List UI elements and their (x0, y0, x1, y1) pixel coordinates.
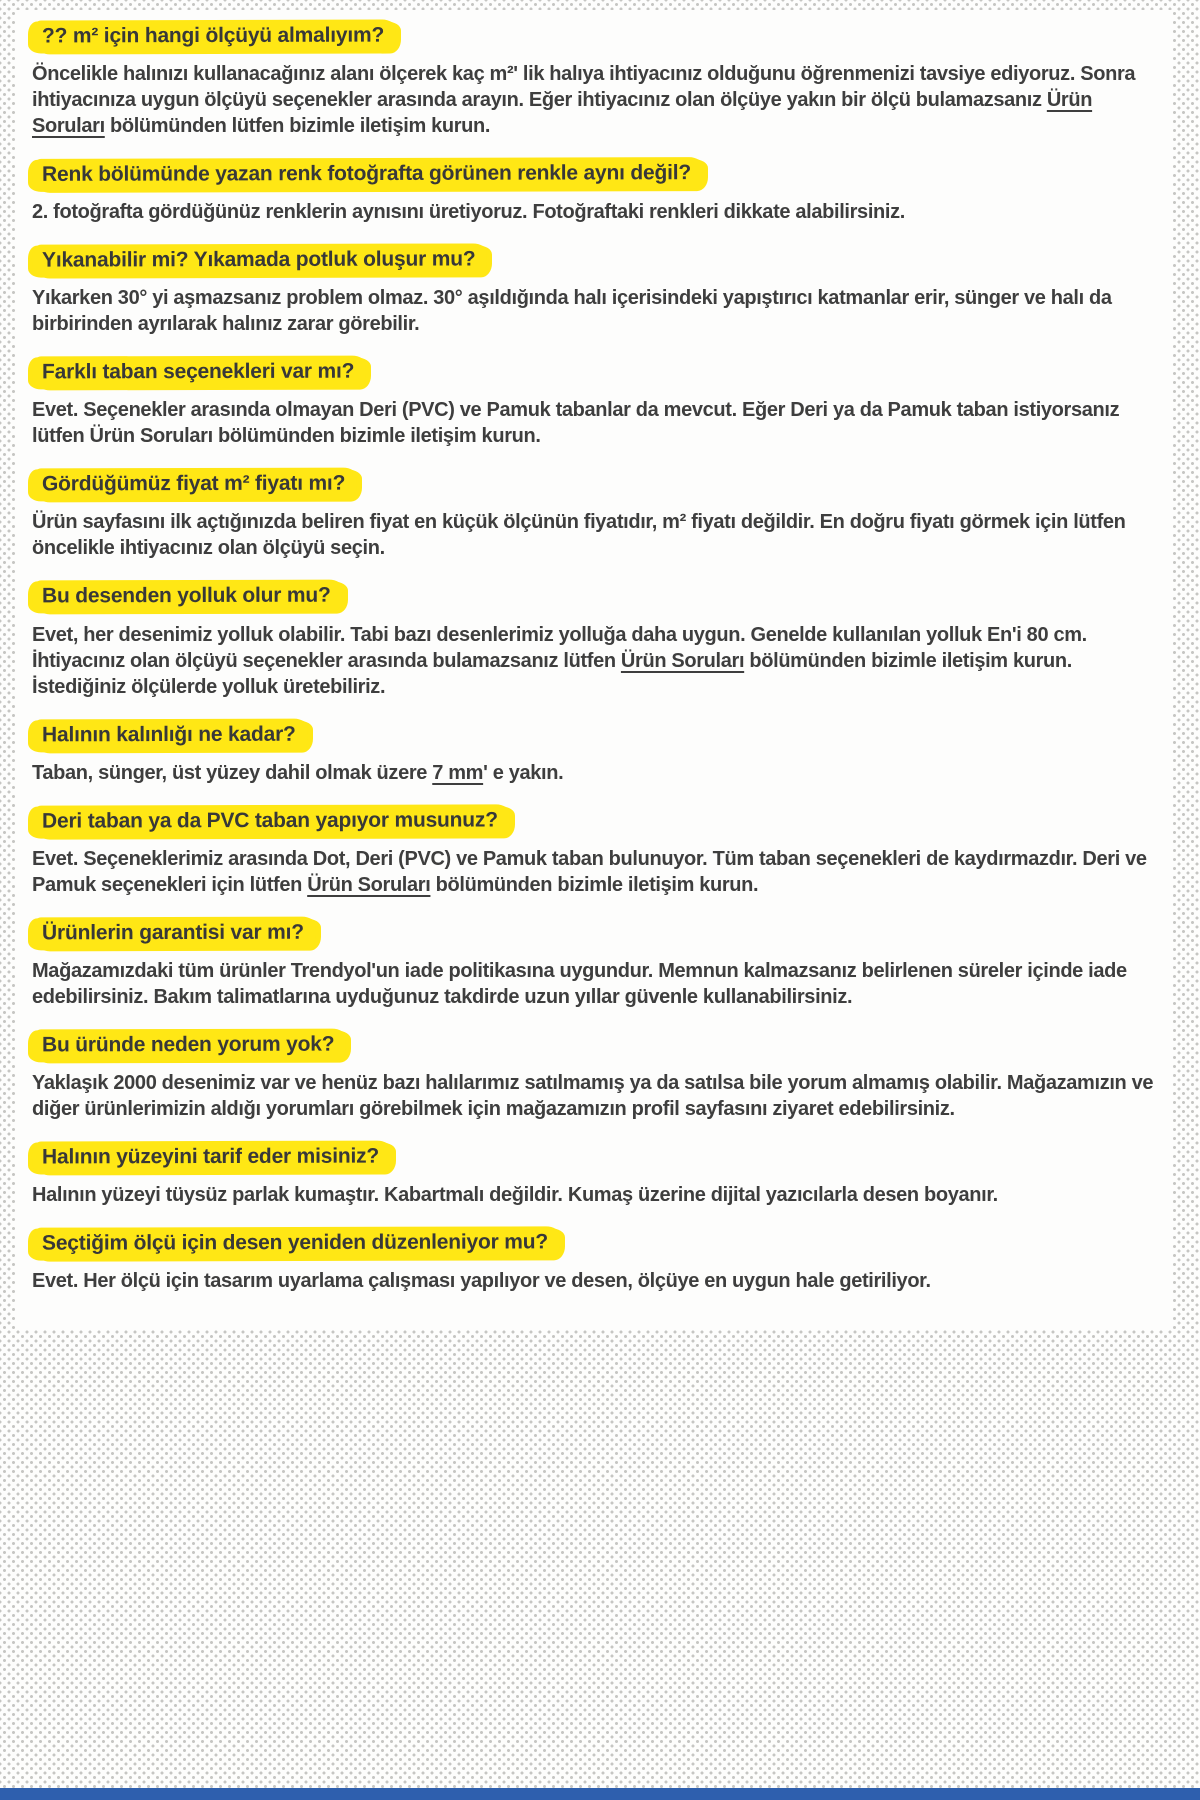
question-highlight: Halının yüzeyini tarif eder misiniz? (32, 1140, 391, 1173)
faq-item (32, 1141, 1158, 1208)
answer-segment: bölümünden lütfen bizimle iletişim kurun. (104, 115, 491, 138)
question-highlight: Seçtiğim ölçü için desen yeniden düzenleniyor mu? (32, 1226, 560, 1259)
answer-segment: Evet. Her ölçü için tasarım uyarlama çalışması yapılıyor ve desen, ölçüye en uygun hale getiriliyor. (32, 1270, 931, 1293)
faq-sheet (16, 10, 1172, 1329)
faq-answer (32, 509, 1158, 561)
faq-item (32, 244, 1158, 337)
faq-question (32, 805, 1158, 837)
question-highlight: Renk bölümünde yazan renk fotoğrafta görünen renkle aynı değil? (32, 157, 703, 191)
faq-answer (32, 397, 1158, 449)
answer-segment: Taban, sünger, üst yüzey dahil olmak üzere (32, 761, 433, 784)
question-highlight: Ürünlerin garantisi var mı? (32, 916, 316, 949)
faq-answer (32, 1268, 1158, 1294)
answer-underlined-text: Ürün Soruları (620, 649, 745, 672)
faq-question (32, 917, 1158, 949)
faq-item (32, 158, 1158, 225)
question-highlight: Farklı taban seçenekleri var mı? (32, 356, 366, 389)
question-highlight: Deri taban ya da PVC taban yapıyor musunuz? (32, 804, 510, 837)
faq-answer (32, 61, 1158, 139)
faq-item (32, 805, 1158, 898)
faq-item (32, 580, 1158, 699)
answer-segment: Yaklaşık 2000 desenimiz var ve henüz bazı halılarımız satılmamış ya da satılsa bile yorum almamış olabilir. Mağazamızın ve diğer ürünlerimizin aldığı yorumları görebilmek için mağazamızın profil sayfasını ziyaret edebilirsiniz. (32, 1071, 1154, 1120)
faq-question (32, 20, 1158, 52)
question-highlight: Halının kalınlığı ne kadar? (32, 718, 308, 751)
answer-segment: bölümünden bizimle iletişim kurun. İstediğiniz ölçülerde yolluk üretebiliriz. (32, 649, 1072, 698)
answer-underlined-text: 7 mm (432, 761, 484, 784)
faq-answer (32, 1070, 1158, 1122)
answer-segment: bölümünden bizimle iletişim kurun. (430, 873, 759, 896)
answer-segment: Evet, her desenimiz yolluk olabilir. Tabi bazı desenlerimiz yolluğa daha uygun. Genelde kullanılan yolluk En'i 80 cm. İhtiyacınız olan ölçüyü seçenekler arasında bulamazsanız lütfen (32, 623, 1087, 672)
answer-segment: Ürün sayfasını ilk açtığınızda beliren fiyat en küçük ölçünün fiyatıdır, m² fiyatı değildir. En doğru fiyatı görmek için lütfen öncelikle ihtiyacınız olan ölçüyü seçin. (32, 511, 1126, 560)
faq-answer (32, 199, 1158, 225)
faq-item (32, 1227, 1158, 1294)
faq-question (32, 719, 1158, 751)
bottom-blue-bar (0, 1788, 1200, 1800)
faq-item (32, 20, 1158, 139)
answer-segment: Halının yüzeyi tüysüz parlak kumaştır. Kabartmalı değildir. Kumaş üzerine dijital yazıcılarla desen boyanır. (32, 1184, 998, 1207)
question-highlight: ?? m² için hangi ölçüyü almalıyım? (32, 20, 396, 53)
faq-question (32, 1029, 1158, 1061)
faq-question (32, 244, 1158, 276)
faq-answer (32, 1182, 1158, 1208)
faq-answer (32, 846, 1158, 898)
faq-item (32, 468, 1158, 561)
answer-underlined-text: Ürün Soruları (32, 89, 1093, 138)
answer-segment: 2. fotoğrafta gördüğünüz renklerin aynısını üretiyoruz. Fotoğraftaki renkleri dikkate alabilirsiniz. (32, 201, 905, 224)
faq-question (32, 1141, 1158, 1173)
faq-question (32, 468, 1158, 500)
faq-question (32, 1227, 1158, 1259)
answer-segment: Mağazamızdaki tüm ürünler Trendyol'un iade politikasına uygundur. Memnun kalmazsanız belirlenen süreler içinde iade edebilirsiniz. Bakım talimatlarına uyduğunuz takdirde uzun yıllar güvenle kullanabilirsiniz. (32, 959, 1127, 1008)
faq-list (32, 20, 1158, 1294)
answer-segment: Evet. Seçeneklerimiz arasında Dot, Deri (PVC) ve Pamuk taban bulunuyor. Tüm taban seçenekleri de kaydırmazdır. Deri ve Pamuk seçenekleri için lütfen (32, 847, 1147, 896)
answer-segment: Yıkarken 30° yi aşmazsanız problem olmaz. 30° aşıldığında halı içerisindeki yapıştırıcı katmanlar erir, sünger ve halı da birbirinden ayrılarak halınız zarar görebilir. (32, 287, 1112, 336)
faq-question (32, 580, 1158, 612)
faq-question (32, 158, 1158, 190)
faq-item (32, 917, 1158, 1010)
answer-segment: ' e yakın. (483, 761, 564, 784)
faq-item (32, 356, 1158, 449)
question-highlight: Bu desenden yolluk olur mu? (32, 580, 343, 613)
faq-item (32, 719, 1158, 786)
question-highlight: Gördüğümüz fiyat m² fiyatı mı? (32, 468, 357, 501)
faq-answer (32, 760, 1158, 786)
faq-item (32, 1029, 1158, 1122)
question-highlight: Yıkanabilir mi? Yıkamada potluk oluşur mu? (32, 244, 488, 277)
faq-question (32, 356, 1158, 388)
answer-segment: Öncelikle halınızı kullanacağınız alanı ölçerek kaç m²' lik halıya ihtiyacınız olduğunu öğrenmenizi tavsiye ediyoruz. Sonra ihtiyacınıza uygun ölçüyü seçenekler arasında arayın. Eğer ihtiyacınız olan ölçüye yakın bir ölçü bulamazsanız (32, 63, 1136, 112)
answer-segment: Evet. Seçenekler arasında olmayan Deri (PVC) ve Pamuk tabanlar da mevcut. Eğer Deri ya da Pamuk taban istiyorsanız lütfen Ürün Soruları bölümünden bizimle iletişim kurun. (32, 399, 1120, 448)
question-highlight: Bu üründe neden yorum yok? (32, 1028, 346, 1061)
answer-underlined-text: Ürün Soruları (307, 873, 431, 896)
faq-answer (32, 622, 1158, 700)
faq-answer (32, 958, 1158, 1010)
faq-answer (32, 285, 1158, 337)
